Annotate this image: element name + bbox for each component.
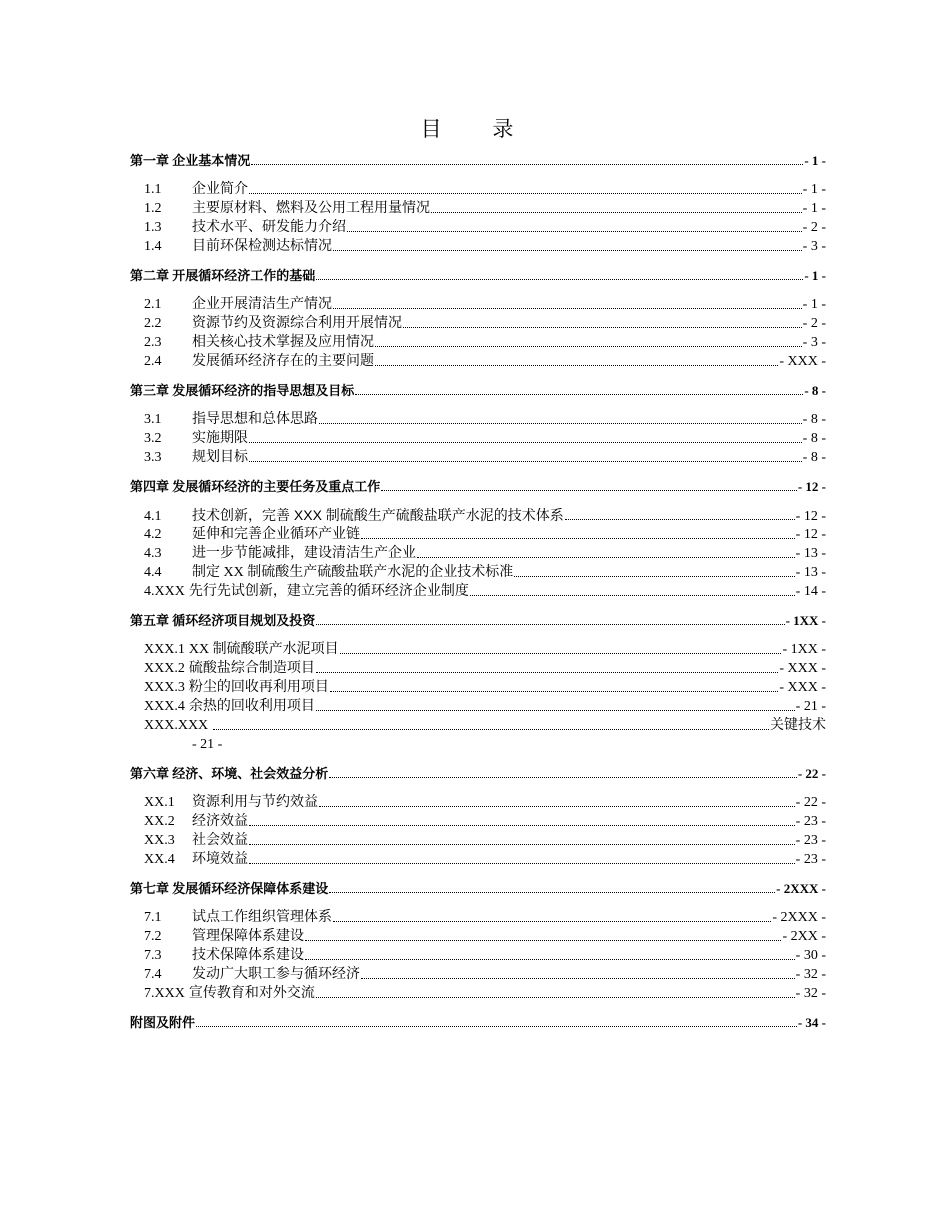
page-number: - 12 - (797, 479, 826, 494)
section-number: XX.2 (144, 814, 175, 829)
toc-chapter-entry[interactable] (130, 879, 826, 898)
toc-chapter-entry[interactable] (130, 151, 826, 170)
toc-section-entry[interactable] (130, 525, 826, 544)
toc-section-entry[interactable] (130, 237, 826, 256)
section-number: XXX.XXX (144, 718, 209, 733)
dot-leader (251, 164, 803, 165)
section-label: 社会效益 (192, 833, 248, 848)
dot-leader (565, 519, 795, 520)
section-number: 1.2 (144, 201, 162, 216)
dot-leader (249, 844, 795, 845)
section-number: XXX.4 (144, 699, 185, 714)
section-label: 指导思想和总体思路 (192, 412, 318, 427)
section-label: 企业简介 (192, 182, 248, 197)
dot-leader (340, 653, 782, 654)
toc-chapter-entry[interactable] (130, 381, 826, 400)
dot-leader (375, 365, 778, 366)
dot-leader (329, 892, 775, 893)
toc-section-entry[interactable] (130, 544, 826, 563)
section-label: 延伸和完善企业循环产业链 (192, 527, 360, 542)
page-number: - 23 - (795, 814, 826, 829)
page-number: - 13 - (795, 546, 826, 561)
chapter-number: 第六章 (130, 766, 170, 781)
section-label: 先行先试创新，建立完善的循环经济企业制度 (188, 584, 469, 599)
dot-leader (333, 250, 802, 251)
dot-leader (514, 576, 794, 577)
page-number: - 1 - (804, 153, 826, 168)
toc-section-entry[interactable] (130, 659, 826, 678)
page-number: - 2 - (802, 316, 826, 331)
page-number: - XXX - (779, 680, 826, 695)
chapter-title (130, 764, 328, 783)
toc-section-entry[interactable] (130, 908, 826, 927)
dot-leader (319, 423, 802, 424)
page-number: - 1 - (802, 182, 826, 197)
page-number: - 22 - (797, 766, 826, 781)
section-number: 7.XXX (144, 986, 185, 1001)
table-of-contents (130, 151, 826, 1032)
dot-leader (431, 212, 802, 213)
dot-leader (355, 394, 803, 395)
section-label: XX 制硫酸联产水泥项目 (188, 642, 339, 657)
section-number: XX.3 (144, 833, 175, 848)
dot-leader (333, 308, 802, 309)
section-number: XX.4 (144, 852, 175, 867)
page-number: - 8 - (804, 383, 826, 398)
chapter-title: 附图及附件 (130, 1015, 196, 1030)
toc-chapter-entry[interactable] (130, 611, 826, 630)
toc-section-entry[interactable] (130, 563, 826, 582)
section-label: 实施期限 (192, 431, 248, 446)
section-label: 技术保障体系建设 (192, 948, 304, 963)
section-number: 7.3 (144, 948, 162, 963)
page-number: - 34 - (797, 1015, 826, 1030)
chapter-number: 第二章 (130, 268, 170, 283)
chapter-label: 发展循环经济的主要任务及重点工作 (172, 479, 381, 494)
section-number: 2.1 (144, 297, 162, 312)
section-number: 2.4 (144, 354, 162, 369)
page-number: - 32 - (795, 986, 826, 1001)
section-number: XX.1 (144, 795, 175, 810)
chapter-label: 企业基本情况 (172, 153, 251, 168)
section-label: 资源利用与节约效益 (192, 795, 318, 810)
section-number: 4.XXX (144, 584, 185, 599)
toc-section-entry[interactable] (130, 793, 826, 812)
chapter-number: 第一章 (130, 153, 170, 168)
dot-leader (305, 940, 781, 941)
page-number: - 1XX - (782, 642, 826, 657)
page-number: - 1 - (804, 268, 826, 283)
page-number: - 14 - (795, 584, 826, 599)
dot-leader (333, 921, 771, 922)
toc-section-entry[interactable] (130, 314, 826, 333)
section-label: 粉尘的回收再利用项目 (188, 680, 329, 695)
section-label: 管理保障体系建设 (192, 929, 304, 944)
page-number: - 3 - (802, 335, 826, 350)
dot-leader (305, 959, 795, 960)
section-number: 4.4 (144, 565, 162, 580)
section-label: 企业开展清洁生产情况 (192, 297, 332, 312)
chapter-title (130, 266, 315, 285)
section-number: XXX.3 (144, 680, 185, 695)
page-number: - 12 - (795, 527, 826, 542)
section-number: 2.2 (144, 316, 162, 331)
section-number: XXX.2 (144, 661, 185, 676)
section-label: 硫酸盐综合制造项目 (188, 661, 315, 676)
page-number: - 23 - (795, 833, 826, 848)
toc-chapter-entry[interactable] (130, 266, 826, 285)
section-label: 发动广大职工参与循环经济 (192, 967, 360, 982)
section-number: 4.3 (144, 546, 162, 561)
toc-section-entry[interactable] (130, 429, 826, 448)
toc-section-entry[interactable] (130, 352, 826, 371)
dot-leader (330, 691, 779, 692)
dot-leader (316, 997, 795, 998)
toc-section-entry[interactable] (130, 506, 826, 525)
section-number: 7.2 (144, 929, 162, 944)
section-label: 进一步节能减排，建设清洁生产企业 (192, 546, 416, 561)
toc-chapter-entry[interactable] (130, 764, 826, 783)
page-number: - 2XX - (782, 929, 826, 944)
page-number: - 2XXX - (776, 881, 826, 896)
page-number: - 23 - (795, 852, 826, 867)
dot-leader (249, 442, 802, 443)
toc-section-entry[interactable] (130, 965, 826, 984)
chapter-label: 循环经济项目规划及投资 (172, 613, 316, 628)
section-label: 相关核心技术掌握及应用情况 (192, 335, 374, 350)
page-number: - 21 - (795, 699, 826, 714)
toc-chapter-entry[interactable] (130, 477, 826, 496)
page-number: - XXX - (779, 354, 826, 369)
toc-section-entry[interactable] (130, 946, 826, 965)
toc-section-entry[interactable] (130, 582, 826, 601)
dot-leader (196, 1026, 797, 1027)
dot-leader (316, 624, 784, 625)
chapter-number: 第五章 (130, 613, 170, 628)
dot-leader (375, 346, 802, 347)
page-number: - XXX - (779, 661, 826, 676)
toc-title: 目 录 (420, 117, 536, 141)
section-number: 1.4 (144, 239, 162, 254)
toc-section-entry[interactable] (130, 295, 826, 314)
page-number: - 3 - (802, 239, 826, 254)
section-number: 3.2 (144, 431, 162, 446)
chapter-number: 第三章 (130, 383, 170, 398)
chapter-number: 第四章 (130, 479, 170, 494)
section-label: 技术水平、研发能力介绍 (192, 220, 346, 235)
dot-leader (417, 557, 795, 558)
page-number: - 13 - (795, 565, 826, 580)
toc-section-entry[interactable] (130, 333, 826, 352)
section-number: 7.4 (144, 967, 162, 982)
section-label: 目前环保检测达标情况 (192, 239, 332, 254)
section-label: 余热的回收利用项目 (188, 699, 315, 714)
dot-leader (249, 863, 795, 864)
toc-section-entry[interactable] (130, 199, 826, 218)
dot-leader (361, 978, 795, 979)
page-number: - 2XXX - (772, 910, 826, 925)
section-label: 发展循环经济存在的主要问题 (192, 354, 374, 369)
toc-section-entry[interactable] (130, 850, 826, 869)
page-number: - 1 - (802, 201, 826, 216)
dot-leader (319, 806, 795, 807)
dot-leader (316, 710, 795, 711)
section-number: 3.3 (144, 450, 162, 465)
toc-chapter-entry[interactable] (130, 1013, 826, 1032)
section-label: 技术创新，完善 XXX 制硫酸生产硫酸盐联产水泥的技术体系 (192, 507, 564, 523)
page-number: - 2 - (802, 220, 826, 235)
toc-section-entry[interactable] (130, 831, 826, 850)
chapter-label: 经济、环境、社会效益分析 (172, 766, 329, 781)
dot-leader (316, 279, 803, 280)
page-number: - 30 - (795, 948, 826, 963)
section-label: 制定 XX 制硫酸生产硫酸盐联产水泥的企业技术标准 (192, 565, 514, 580)
chapter-label: 发展循环经济保障体系建设 (172, 881, 329, 896)
chapter-label: 发展循环经济的指导思想及目标 (172, 383, 355, 398)
section-label: 经济效益 (192, 814, 248, 829)
dot-leader (249, 193, 802, 194)
dot-leader (403, 327, 802, 328)
page-number: - 1 - (802, 297, 826, 312)
toc-section-entry[interactable] (130, 927, 826, 946)
section-label: 规划目标 (192, 450, 248, 465)
dot-leader (470, 595, 795, 596)
page-number: - 8 - (802, 431, 826, 446)
toc-section-entry[interactable] (130, 716, 826, 735)
toc-section-entry[interactable] (130, 678, 826, 697)
chapter-title (130, 879, 328, 898)
page-number: - 1XX - (785, 613, 826, 628)
dot-leader (329, 777, 797, 778)
chapter-title (130, 381, 354, 400)
page-number: - 12 - (795, 509, 826, 524)
chapter-number: 第七章 (130, 881, 170, 896)
chapter-title (130, 151, 250, 170)
toc-section-entry[interactable] (130, 640, 826, 659)
dot-leader (361, 538, 795, 539)
toc-section-entry[interactable] (130, 410, 826, 429)
page-number: - 32 - (795, 967, 826, 982)
toc-section-entry[interactable] (130, 448, 826, 467)
page-number: - 8 - (802, 412, 826, 427)
chapter-title (130, 477, 380, 496)
dot-leader (249, 825, 795, 826)
wrapped-page-number: - 21 - (192, 737, 223, 752)
toc-section-entry[interactable] (130, 697, 826, 716)
section-number: 4.1 (144, 509, 162, 524)
section-label: 环境效益 (192, 852, 248, 867)
section-number: 1.3 (144, 220, 162, 235)
toc-section-entry[interactable] (130, 984, 826, 1003)
section-number: 1.1 (144, 182, 162, 197)
section-label: 试点工作组织管理体系 (192, 910, 332, 925)
dot-leader (347, 231, 802, 232)
toc-section-entry[interactable] (130, 218, 826, 237)
chapter-label: 开展循环经济工作的基础 (172, 268, 316, 283)
section-number: 4.2 (144, 527, 162, 542)
chapter-title (130, 611, 315, 630)
toc-wrapped-page-number[interactable] (130, 735, 826, 754)
section-label: 主要原材料、燃料及公用工程用量情况 (192, 201, 430, 216)
dot-leader (316, 672, 779, 673)
page-number: 关键技术 (770, 718, 826, 733)
dot-leader (249, 461, 802, 462)
page-number: - 22 - (795, 795, 826, 810)
section-label: 资源节约及资源综合利用开展情况 (192, 316, 402, 331)
section-number: 7.1 (144, 910, 162, 925)
section-number: 3.1 (144, 412, 162, 427)
dot-leader (381, 490, 797, 491)
dot-leader (213, 729, 769, 730)
section-label: 宣传教育和对外交流 (188, 986, 315, 1001)
section-number: 2.3 (144, 335, 162, 350)
toc-section-entry[interactable] (130, 180, 826, 199)
section-number: XXX.1 (144, 642, 185, 657)
toc-section-entry[interactable] (130, 812, 826, 831)
page-number: - 8 - (802, 450, 826, 465)
